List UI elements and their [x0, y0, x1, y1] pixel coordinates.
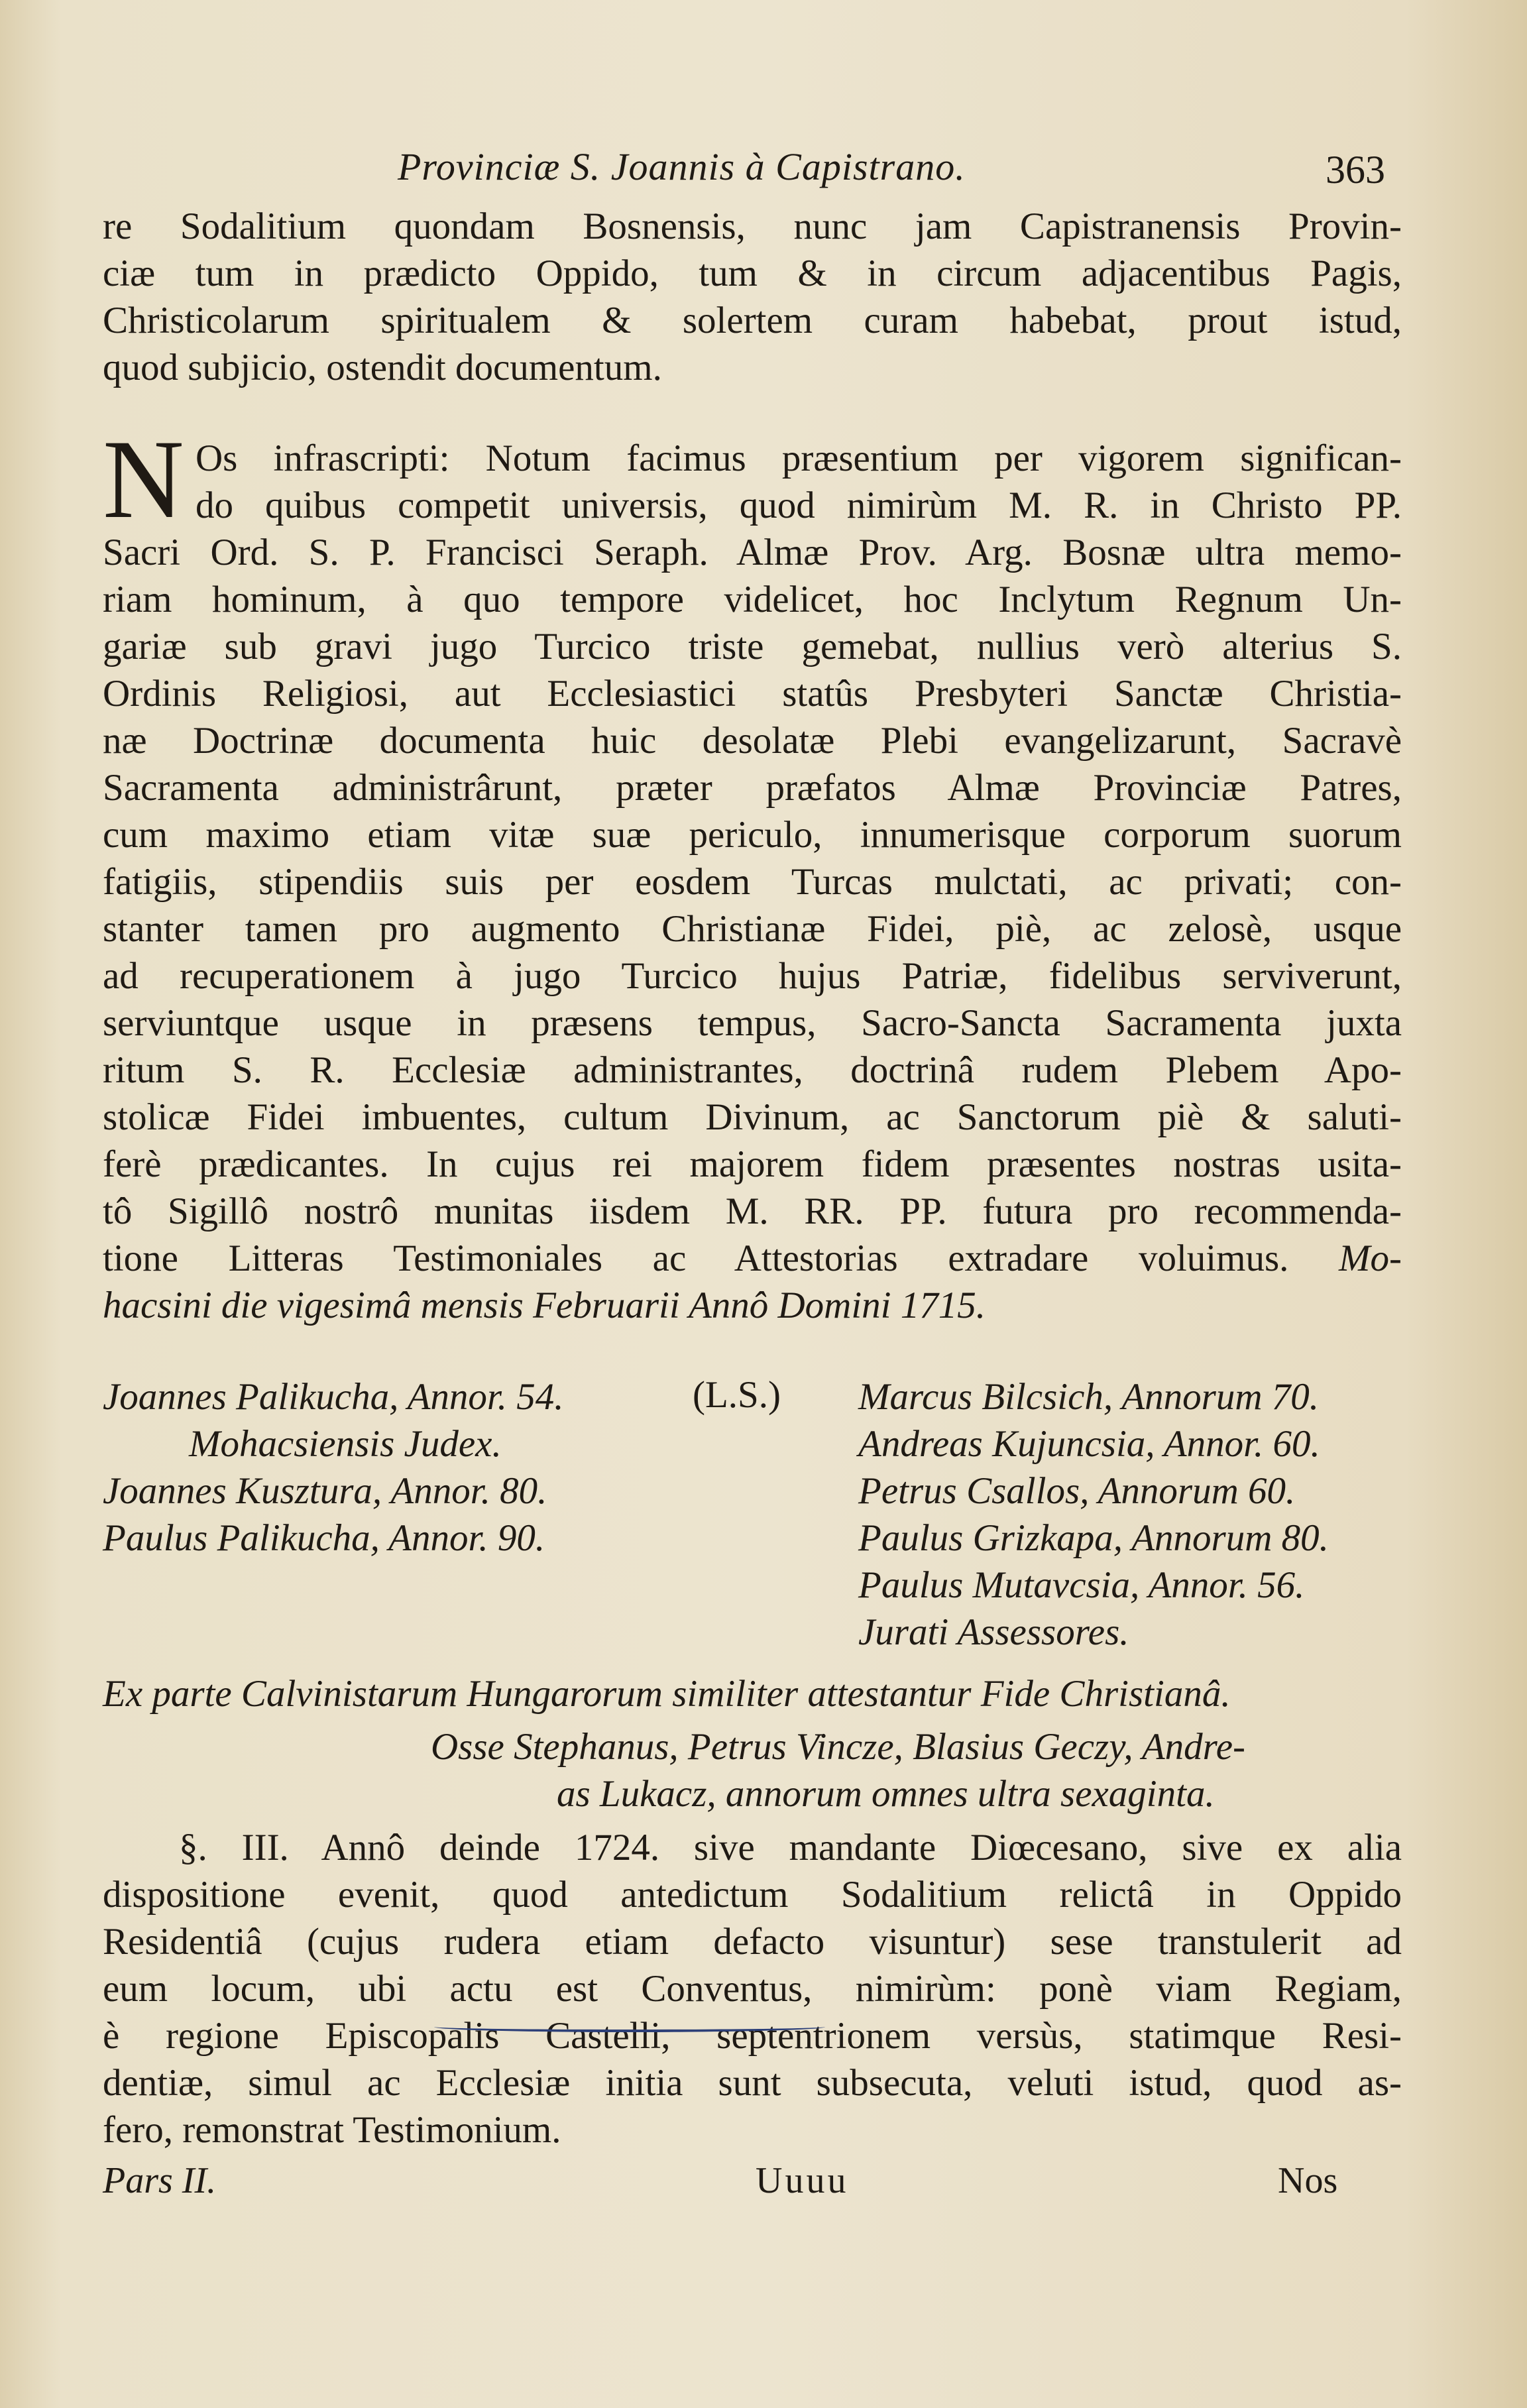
date-line: hacsini die vigesimâ mensis Februarii Annô Domini 1715.	[103, 1285, 986, 1326]
signature-left-1: Joannes Palikucha, Annor. 54.	[103, 1376, 564, 1418]
date-prefix: Mo-	[1339, 1237, 1402, 1279]
text-line: dispositione evenit, quod antedictum Sodalitium relictâ in Oppido	[103, 1874, 1402, 1916]
text-line: serviuntque usque in præsens tempus, Sacro-Sancta Sacramenta juxta	[103, 1002, 1402, 1044]
text-line: fero, remonstrat Testimonium.	[103, 2109, 561, 2151]
signature-right-6: Jurati Assessores.	[858, 1611, 1129, 1653]
signature-right-3: Petrus Csallos, Annorum 60.	[858, 1470, 1296, 1512]
text-line: riam hominum, à quo tempore videlicet, hoc Inclytum Regnum Un-	[103, 579, 1402, 620]
text-line: stanter tamen pro augmento Christianæ Fidei, piè, ac zelosè, usque	[103, 908, 1402, 950]
signature-right-4: Paulus Grizkapa, Annorum 80.	[858, 1517, 1329, 1559]
signature-right-2: Andreas Kujuncsia, Annor. 60.	[858, 1423, 1320, 1465]
section-3	[103, 1824, 1402, 2153]
text-line: tô Sigillô nostrô munitas iisdem M. RR. PP. futura pro recommenda-	[103, 1190, 1402, 1232]
text-line: do quibus competit universis, quod nimirùm M. R. in Christo PP.	[196, 485, 1402, 526]
text-line: re Sodalitium quondam Bosnensis, nunc jam Capistranensis Provin-	[103, 205, 1402, 247]
signature-right-5: Paulus Mutavcsia, Annor. 56.	[858, 1564, 1305, 1606]
ink-underline-mark	[434, 2022, 825, 2032]
gathering-signature: Uuuu	[756, 2160, 849, 2201]
text-line: stolicæ Fidei imbuentes, cultum Divinum, ac Sanctorum piè & saluti-	[103, 1096, 1402, 1138]
text-line: cum maximo etiam vitæ suæ periculo, innumerisque corporum suorum	[103, 814, 1402, 856]
text-line-main: tione Litteras Testimoniales ac Attestorias extradare voluimus.	[103, 1237, 1289, 1279]
text-line	[103, 1235, 1402, 1282]
text-line: §. III. Annô deinde 1724. sive mandante Diœcesano, sive ex alia	[179, 1827, 1402, 1868]
text-line: ritum S. R. Ecclesiæ administrantes, doctrinâ rudem Plebem Apo-	[103, 1049, 1402, 1091]
text-line: fatigiis, stipendiis suis per eosdem Turcas mulctati, ac privati; con-	[103, 861, 1402, 903]
text-line: ad recuperationem à jugo Turcico hujus Patriæ, fidelibus serviverunt,	[103, 955, 1402, 997]
text-line: Os infrascripti: Notum facimus præsentium per vigorem significan-	[196, 437, 1402, 479]
text-line: ferè prædicantes. In cujus rei majorem fidem præsentes nostras usita-	[103, 1143, 1402, 1185]
calvinists-line-3: as Lukacz, annorum omnes ultra sexaginta.	[557, 1773, 1215, 1815]
text-line: Sacri Ord. S. P. Francisci Seraph. Almæ Prov. Arg. Bosnæ ultra memo-	[103, 532, 1402, 573]
part-label: Pars II.	[103, 2160, 217, 2201]
drop-cap: N	[103, 417, 184, 542]
text-line: Christicolarum spiritualem & solertem curam habebat, prout istud,	[103, 300, 1402, 341]
text-line: Sacramenta administrârunt, præter præfatos Almæ Provinciæ Patres,	[103, 767, 1402, 809]
paragraph-intro	[103, 203, 1402, 391]
running-header	[398, 144, 1392, 198]
text-line: quod subjicio, ostendit documentum.	[103, 347, 662, 388]
text-line: Ordinis Religiosi, aut Ecclesiastici statûs Presbyteri Sanctæ Christia-	[103, 673, 1402, 715]
signature-left-4: Paulus Palikucha, Annor. 90.	[103, 1517, 545, 1559]
text-line: gariæ sub gravi jugo Turcico triste gemebat, nullius verò alterius S.	[103, 626, 1402, 667]
signature-left-3: Joannes Kusztura, Annor. 80.	[103, 1470, 547, 1512]
testimonium-text	[103, 435, 1402, 1329]
text-line: dentiæ, simul ac Ecclesiæ initia sunt subsecuta, veluti istud, quod as-	[103, 2062, 1402, 2104]
text-line: è regione Episcopalis Castelli, septentrionem versùs, statimque Resi-	[103, 2015, 1402, 2057]
text-line: Residentiâ (cujus rudera etiam defacto visuntur) sese transtulerit ad	[103, 1921, 1402, 1963]
seal-mark: (L.S.)	[693, 1374, 781, 1416]
catchword: Nos	[1278, 2160, 1338, 2201]
calvinists-line-2: Osse Stephanus, Petrus Vincze, Blasius Geczy, Andre-	[431, 1726, 1246, 1768]
text-line: næ Doctrinæ documenta huic desolatæ Plebi evangelizarunt, Sacravè	[103, 720, 1402, 762]
running-title: Provinciæ S. Joannis à Capistrano.	[398, 145, 966, 188]
signature-left-2: Mohacsiensis Judex.	[189, 1423, 502, 1465]
signature-right-1: Marcus Bilcsich, Annorum 70.	[858, 1376, 1320, 1418]
text-line: eum locum, ubi actu est Conventus, nimirùm: ponè viam Regiam,	[103, 1968, 1402, 2010]
page-number: 363	[1326, 148, 1385, 192]
text-line: ciæ tum in prædicto Oppido, tum & in circum adjacentibus Pagis,	[103, 253, 1402, 294]
calvinists-line-1: Ex parte Calvinistarum Hungarorum similiter attestantur Fide Christianâ.	[103, 1673, 1231, 1715]
